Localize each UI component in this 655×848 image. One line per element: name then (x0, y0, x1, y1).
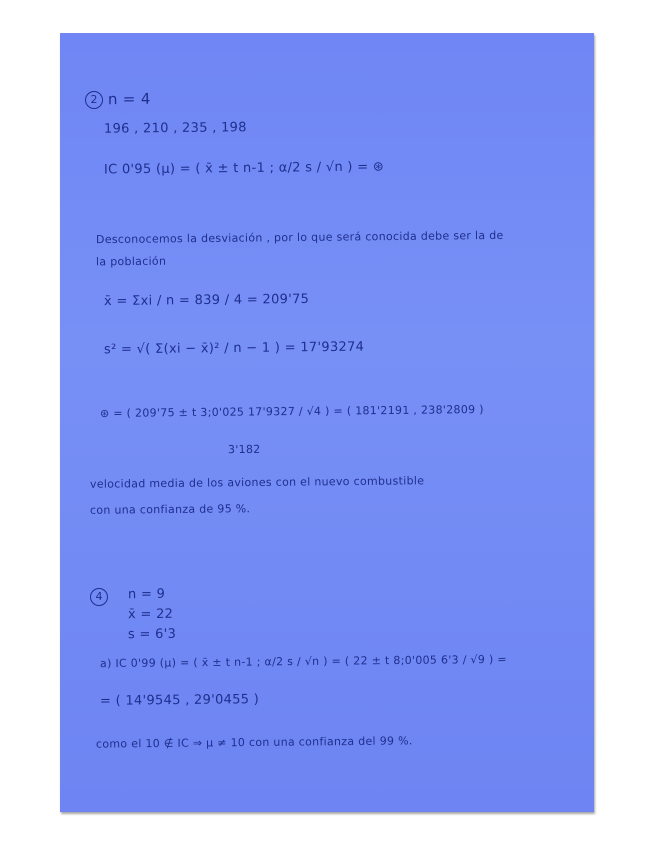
interval-result: ⊛ = ( 209'75 ± t 3;0'025 17'9327 / √4 ) = ( 181'2191 , 238'2809 ) (99, 402, 484, 421)
part-a-result: = ( 14'9545 , 29'0455 ) (99, 692, 260, 709)
sample-size: n = 4 (107, 89, 151, 109)
sample-size: n = 9 (127, 586, 166, 603)
sample-variance: s² = √( Σ(xi − x̄)² / n − 1 ) = 17'93274 (103, 339, 365, 358)
exercise-number-circle: 4 (90, 588, 108, 606)
confidence-interval-formula: IC 0'95 (μ) = ( x̄ ± t n-1 ; α/2 s / √n ) = ⊛ (103, 159, 385, 178)
part-a-conclusion: como el 10 ∉ IC ⇒ μ ≠ 10 con una confianza del 99 %. (95, 734, 413, 751)
exercise-number-circle: 2 (85, 91, 103, 109)
paper-sheet (60, 33, 594, 812)
conclusion-line-1: velocidad media de los aviones con el nuevo combustible (89, 474, 425, 491)
data-values: 196 , 210 , 235 , 198 (103, 120, 247, 137)
sample-mean: x̄ = 22 (127, 606, 174, 623)
t-value: 3'182 (227, 442, 261, 457)
part-a-formula: a) IC 0'99 (μ) = ( x̄ ± t n-1 ; α/2 s / √n ) = ( 22 ± t 8;0'005 6'3 / √9 ) = (99, 652, 507, 671)
explanation-line-2: la población (95, 254, 167, 269)
sample-mean: x̄ = Σxi / n = 839 / 4 = 209'75 (103, 291, 310, 310)
explanation-line-1: Desconocemos la desviación , por lo que será conocida debe ser la de (95, 228, 504, 247)
conclusion-line-2: con una confianza de 95 %. (89, 502, 251, 517)
sample-std: s = 6'3 (127, 626, 177, 643)
